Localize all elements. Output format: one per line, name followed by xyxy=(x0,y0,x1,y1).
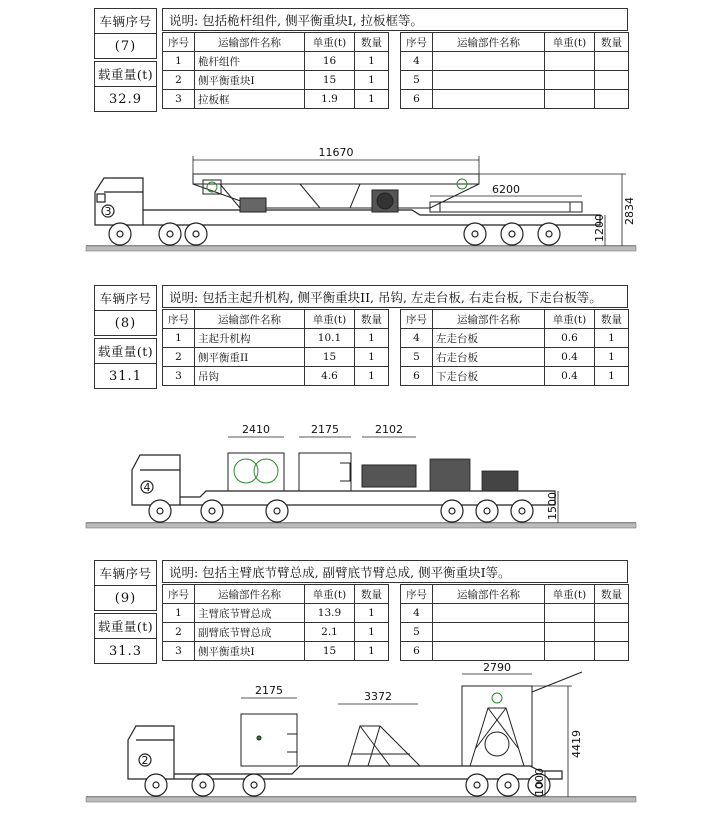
cell-part: 主起升机构 xyxy=(195,329,305,348)
col-header-idx: 序号 xyxy=(401,585,433,604)
description: 说明: 包括主臂底节臂总成, 副臂底节臂总成, 侧平衡重块I等。 xyxy=(162,560,628,583)
dim-deck-height: 1000 xyxy=(533,768,546,796)
col-header-weight: 单重(t) xyxy=(305,585,355,604)
cell-idx: 2 xyxy=(163,623,195,642)
col-header-part: 运输部件名称 xyxy=(433,310,545,329)
cell-part: 侧平衡重块I xyxy=(195,71,305,90)
cell-idx: 1 xyxy=(163,604,195,623)
truck-id-label: 3 xyxy=(104,205,112,218)
vehicle-no-header: 车辆序号 xyxy=(94,285,157,311)
cell-qty: 1 xyxy=(355,367,389,386)
cell-idx: 1 xyxy=(163,52,195,71)
cell-qty: 1 xyxy=(595,348,629,367)
cell-qty: 1 xyxy=(355,329,389,348)
vehicle-no-value: (7) xyxy=(94,33,157,59)
table-row xyxy=(163,642,389,661)
cell-qty: 1 xyxy=(355,348,389,367)
cell-weight xyxy=(545,642,595,661)
jib-base-section xyxy=(348,726,420,766)
col-header-qty: 数量 xyxy=(595,33,629,52)
cell-qty xyxy=(595,71,629,90)
cell-weight xyxy=(545,71,595,90)
cell-idx: 4 xyxy=(401,52,433,71)
col-header-qty: 数量 xyxy=(355,33,389,52)
vehicle-no-value: (8) xyxy=(94,310,157,336)
cell-qty xyxy=(595,52,629,71)
cell-idx: 3 xyxy=(163,642,195,661)
table-row xyxy=(163,348,389,367)
cell-weight: 1.9 xyxy=(305,90,355,109)
col-header-weight: 单重(t) xyxy=(305,33,355,52)
col-header-idx: 序号 xyxy=(401,310,433,329)
table-row xyxy=(401,329,629,348)
col-header-weight: 单重(t) xyxy=(545,585,595,604)
cell-part xyxy=(433,642,545,661)
walkway-plates xyxy=(430,459,518,491)
cell-idx: 5 xyxy=(401,623,433,642)
cell-qty: 1 xyxy=(355,623,389,642)
dim-deck-height: 1200 xyxy=(593,214,606,242)
ground-line xyxy=(86,523,636,528)
cell-weight: 0.4 xyxy=(545,348,595,367)
mast-assembly xyxy=(193,174,479,212)
cell-weight: 15 xyxy=(305,71,355,90)
parts-table-right xyxy=(400,309,629,386)
counterweight-block xyxy=(241,714,297,766)
col-header-qty: 数量 xyxy=(355,310,389,329)
cell-qty: 1 xyxy=(595,367,629,386)
cell-part: 侧平衡重块I xyxy=(195,642,305,661)
parts-table-left xyxy=(162,584,389,661)
cell-weight: 13.9 xyxy=(305,604,355,623)
cell-idx: 4 xyxy=(401,604,433,623)
table-row xyxy=(163,367,389,386)
cell-part xyxy=(433,623,545,642)
table-row xyxy=(401,71,629,90)
cell-part: 桅杆组件 xyxy=(195,52,305,71)
cell-weight: 2.1 xyxy=(305,623,355,642)
col-header-idx: 序号 xyxy=(401,33,433,52)
cell-idx: 3 xyxy=(163,90,195,109)
cell-weight: 10.1 xyxy=(305,329,355,348)
cell-qty: 1 xyxy=(355,90,389,109)
load-value: 31.1 xyxy=(94,363,157,389)
dim-hook: 2102 xyxy=(375,423,403,436)
cell-part: 侧平衡重II xyxy=(195,348,305,367)
cell-idx: 5 xyxy=(401,71,433,90)
table-header-row xyxy=(401,585,629,604)
cell-idx: 3 xyxy=(163,367,195,386)
col-header-weight: 单重(t) xyxy=(305,310,355,329)
cell-part: 下走台板 xyxy=(433,367,545,386)
parts-table-left xyxy=(162,309,389,386)
cell-weight: 16 xyxy=(305,52,355,71)
dim-length: 11670 xyxy=(318,146,354,159)
cell-qty xyxy=(595,90,629,109)
col-header-idx: 序号 xyxy=(163,310,195,329)
col-header-part: 运输部件名称 xyxy=(195,33,305,52)
cell-weight: 15 xyxy=(305,642,355,661)
hook-block xyxy=(362,465,416,487)
cell-part xyxy=(433,52,545,71)
cell-part: 左走台板 xyxy=(433,329,545,348)
cell-part: 副臂底节臂总成 xyxy=(195,623,305,642)
cell-qty: 1 xyxy=(355,642,389,661)
col-header-weight: 单重(t) xyxy=(545,310,595,329)
cell-idx: 6 xyxy=(401,90,433,109)
cell-idx: 6 xyxy=(401,367,433,386)
table-row xyxy=(163,329,389,348)
cell-idx: 1 xyxy=(163,329,195,348)
truck-id-label: 4 xyxy=(143,481,151,494)
cell-weight: 15 xyxy=(305,348,355,367)
ground-line xyxy=(86,246,636,251)
truck-drawing-8 xyxy=(0,415,703,535)
cell-qty: 1 xyxy=(355,604,389,623)
cell-qty xyxy=(595,642,629,661)
load-value: 31.3 xyxy=(94,638,157,664)
col-header-part: 运输部件名称 xyxy=(433,585,545,604)
cell-part xyxy=(433,604,545,623)
cell-qty xyxy=(595,623,629,642)
counterweight-block xyxy=(299,453,351,491)
dim-ballast: 6200 xyxy=(492,183,520,196)
cell-idx: 2 xyxy=(163,71,195,90)
col-header-qty: 数量 xyxy=(355,585,389,604)
table-header-row xyxy=(163,310,389,329)
description: 说明: 包括桅杆组件, 侧平衡重块I, 拉板框等。 xyxy=(162,8,628,31)
cell-part: 主臂底节臂总成 xyxy=(195,604,305,623)
table-row xyxy=(401,52,629,71)
table-row xyxy=(401,604,629,623)
table-row xyxy=(401,367,629,386)
dim-boom-length: 2790 xyxy=(483,661,511,674)
cell-weight xyxy=(545,623,595,642)
cell-qty: 1 xyxy=(355,71,389,90)
cell-part: 吊钩 xyxy=(195,367,305,386)
cell-weight: 0.4 xyxy=(545,367,595,386)
truck-drawing-9 xyxy=(0,661,703,814)
wheels xyxy=(109,223,560,245)
ground-line xyxy=(86,797,636,802)
table-header-row xyxy=(401,33,629,52)
cell-part: 右走台板 xyxy=(433,348,545,367)
cell-idx: 5 xyxy=(401,348,433,367)
table-header-row xyxy=(163,585,389,604)
description: 说明: 包括主起升机构, 侧平衡重块II, 吊钩, 左走台板, 右走台板, 下走台板等。 xyxy=(162,285,628,308)
truck-id-label: 2 xyxy=(141,754,149,767)
vehicle-no-header: 车辆序号 xyxy=(94,560,157,586)
table-header-row xyxy=(163,33,389,52)
col-header-weight: 单重(t) xyxy=(545,33,595,52)
cell-qty xyxy=(595,604,629,623)
load-header: 载重量(t) xyxy=(94,61,157,87)
col-header-part: 运输部件名称 xyxy=(195,310,305,329)
dim-counterweight: 2175 xyxy=(311,423,339,436)
table-row xyxy=(163,604,389,623)
wheels xyxy=(145,774,550,796)
table-row xyxy=(401,348,629,367)
cell-weight xyxy=(545,604,595,623)
cell-part xyxy=(433,71,545,90)
col-header-idx: 序号 xyxy=(163,33,195,52)
col-header-qty: 数量 xyxy=(595,310,629,329)
dim-total-height: 4419 xyxy=(570,730,583,758)
table-row xyxy=(401,90,629,109)
col-header-qty: 数量 xyxy=(595,585,629,604)
cell-qty: 1 xyxy=(595,329,629,348)
cell-weight: 0.6 xyxy=(545,329,595,348)
cell-qty: 1 xyxy=(355,52,389,71)
dim-deck-height: 1500 xyxy=(546,492,559,520)
dim-jib: 3372 xyxy=(364,690,392,703)
load-value: 32.9 xyxy=(94,86,157,112)
vehicle-no-value: (9) xyxy=(94,585,157,611)
table-row xyxy=(163,52,389,71)
parts-table-left xyxy=(162,32,389,109)
col-header-part: 运输部件名称 xyxy=(433,33,545,52)
load-header: 载重量(t) xyxy=(94,613,157,639)
cell-part xyxy=(433,90,545,109)
col-header-part: 运输部件名称 xyxy=(195,585,305,604)
vehicle-no-header: 车辆序号 xyxy=(94,8,157,34)
dim-total-height: 2834 xyxy=(623,197,636,225)
table-row xyxy=(401,642,629,661)
cell-weight xyxy=(545,52,595,71)
truck-drawing-7 xyxy=(0,130,703,260)
cell-part: 拉板框 xyxy=(195,90,305,109)
ballast-block xyxy=(430,202,582,212)
dim-hoist: 2410 xyxy=(242,423,270,436)
wheels xyxy=(149,500,533,522)
table-row xyxy=(163,90,389,109)
load-header: 载重量(t) xyxy=(94,338,157,364)
col-header-idx: 序号 xyxy=(163,585,195,604)
table-row xyxy=(163,71,389,90)
parts-table-right xyxy=(400,32,629,109)
dim-counterweight: 2175 xyxy=(255,684,283,697)
truck-cab xyxy=(128,726,562,779)
table-row xyxy=(163,623,389,642)
table-header-row xyxy=(401,310,629,329)
cell-idx: 6 xyxy=(401,642,433,661)
parts-table-right xyxy=(400,584,629,661)
cell-idx: 2 xyxy=(163,348,195,367)
cell-idx: 4 xyxy=(401,329,433,348)
hoist-mechanism xyxy=(228,453,284,491)
table-row xyxy=(401,623,629,642)
cell-weight: 4.6 xyxy=(305,367,355,386)
cell-weight xyxy=(545,90,595,109)
